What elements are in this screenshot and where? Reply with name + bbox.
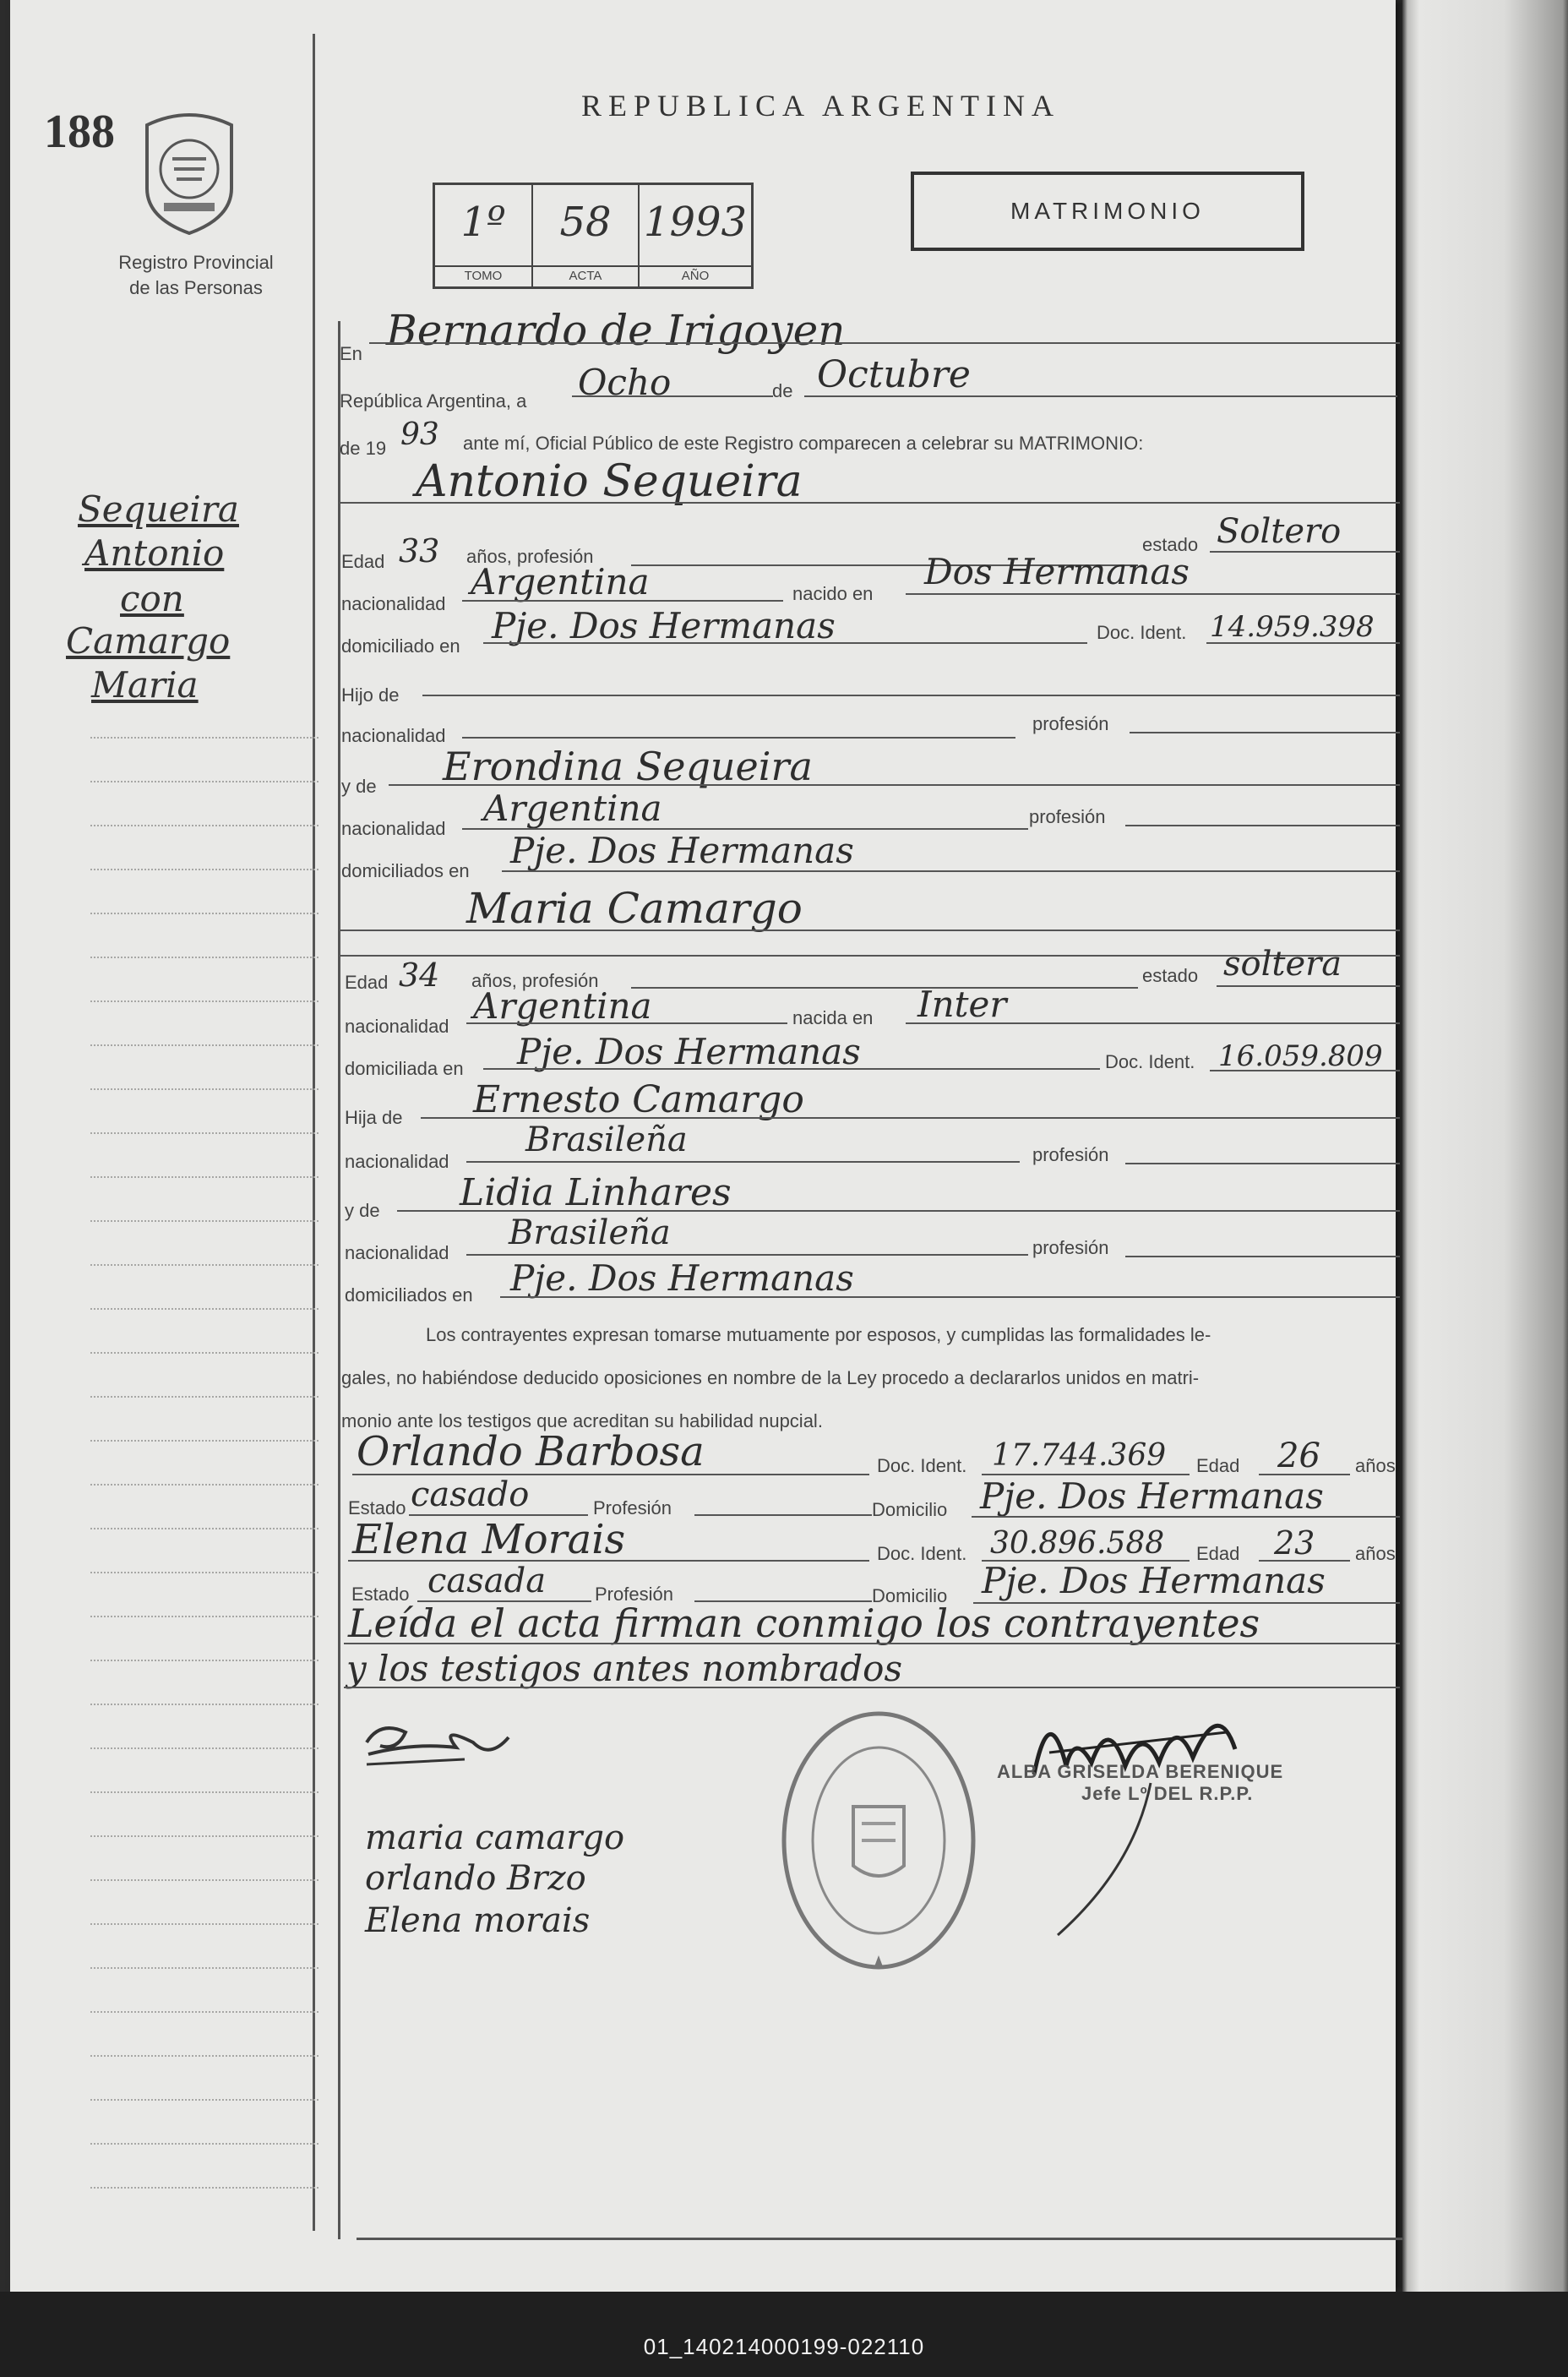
bride-yde-label: y de <box>345 1200 380 1221</box>
bride-name-underline <box>340 930 1400 931</box>
bride-father-prof-underline <box>1125 1163 1400 1164</box>
closing-line-2: y los testigos antes nombrados <box>346 1648 902 1689</box>
bride-father-nac-underline <box>466 1161 1020 1163</box>
witness2-anos-label: años <box>1355 1543 1396 1564</box>
groom-mother-underline <box>389 784 1400 786</box>
declaration-line-2: gales, no habiéndose deducido oposiciones en nombre de la Ley procedo a declararlos unidos en matri- <box>341 1367 1200 1388</box>
groom-doc-underline <box>1206 642 1400 644</box>
provincial-seal-icon <box>139 108 240 235</box>
witness2-doc-label: Doc. Ident. <box>877 1543 967 1564</box>
witness1-estado-label: Estado <box>348 1497 406 1518</box>
groom-mother-prof-label: profesión <box>1029 806 1106 827</box>
groom-nacionalidad: Argentina <box>471 561 650 602</box>
witness1-dom-label: Domicilio <box>872 1499 948 1520</box>
groom-parents-dom-label: domiciliados en <box>341 860 470 881</box>
inner-left-rule <box>338 321 340 2239</box>
groom-mother-prof-underline <box>1125 825 1400 826</box>
register-page <box>10 0 1396 2292</box>
registry-name <box>86 250 306 301</box>
month-underline <box>804 395 1397 397</box>
frame-identifier: 01_140214000199-022110 <box>643 2334 925 2359</box>
witness1-edad-label: Edad <box>1196 1455 1240 1476</box>
groom-estado-underline <box>1210 551 1400 553</box>
witness1-dom-underline <box>972 1516 1400 1518</box>
bride-estado-underline <box>1217 985 1400 987</box>
groom-mother: Erondina Sequeira <box>443 744 813 789</box>
groom-parents-dom-underline <box>502 870 1400 872</box>
bride-mother-nac: Brasileña <box>509 1213 671 1252</box>
day-underline <box>572 395 773 397</box>
official-stamp-icon <box>777 1705 980 1976</box>
witness2-doc: 30.896.588 <box>990 1526 1165 1561</box>
declaration-line-1: Los contrayentes expresan tomarse mutuamente por esposos, y cumplidas las formalidades le- <box>426 1324 1211 1345</box>
acta-label: ACTA <box>533 265 638 283</box>
day-value: Ocho <box>578 362 672 403</box>
ano-value: 1993 <box>643 199 748 246</box>
margin-name-1: Sequeira <box>78 488 239 530</box>
bride-nacionalidad: Argentina <box>473 985 652 1027</box>
bride-dom-label: domiciliada en <box>345 1058 464 1079</box>
country-heading: REPUBLICA ARGENTINA <box>581 89 1061 123</box>
groom-mother-nac: Argentina <box>483 788 662 829</box>
groom-mother-nac-label: nacionalidad <box>341 818 446 839</box>
groom-father-prof-label: profesión <box>1032 713 1109 734</box>
registry-line-1: Registro Provincial <box>118 252 274 273</box>
bride-dom-underline <box>483 1068 1100 1070</box>
groom-nacido: Dos Hermanas <box>924 551 1190 592</box>
groom-age: 33 <box>399 532 440 570</box>
closing-line-1-underline <box>344 1643 1400 1644</box>
book-binding <box>1402 0 1568 2292</box>
witness1-anos-label: años <box>1355 1455 1396 1476</box>
witness1-doc: 17.744.369 <box>992 1438 1167 1473</box>
groom-dom-underline <box>483 642 1087 644</box>
witness2-edad-label: Edad <box>1196 1543 1240 1564</box>
year-prefix-label: de 19 <box>340 438 387 459</box>
acta-cell <box>533 185 640 286</box>
groom-yde-label: y de <box>341 776 377 797</box>
groom-father-nac-underline <box>462 737 1015 739</box>
witness2-estado: casada <box>427 1562 547 1600</box>
bride-father-nac-label: nacionalidad <box>345 1151 449 1172</box>
bride-mother-prof-underline <box>1125 1256 1400 1257</box>
witness1-prof-underline <box>694 1514 872 1516</box>
tomo-cell <box>435 185 533 286</box>
witness1-estado: casado <box>411 1475 530 1514</box>
bride-name: Maria Camargo <box>466 884 803 933</box>
bride-nacida-underline <box>906 1022 1400 1024</box>
witness2-age: 23 <box>1274 1524 1315 1562</box>
bride-father-nac: Brasileña <box>525 1120 688 1159</box>
closing-line-1: Leída el acta firman conmigo los contrayentes <box>348 1600 1260 1646</box>
bride-mother-nac-underline <box>466 1254 1028 1256</box>
bride-father-prof-label: profesión <box>1032 1144 1109 1165</box>
witness1-doc-label: Doc. Ident. <box>877 1455 967 1476</box>
de-label: de <box>772 380 793 401</box>
declaration-text <box>341 1313 1396 1442</box>
bride-profession-underline <box>631 987 1138 989</box>
signature-bride: maria camargo <box>365 1818 625 1857</box>
bride-doc: 16.059.809 <box>1218 1039 1383 1073</box>
groom-father-nac-label: nacionalidad <box>341 725 446 746</box>
officer-title: Jefe Lº DEL R.P.P. <box>1081 1783 1254 1804</box>
ano-label: AÑO <box>640 265 751 283</box>
witness1-prof-label: Profesión <box>593 1497 672 1518</box>
groom-dom-label: domiciliado en <box>341 635 460 657</box>
margin-name-5: Maria <box>91 664 199 706</box>
signature-witness-2: Elena morais <box>365 1901 591 1940</box>
groom-hijo-label: Hijo de <box>341 684 400 706</box>
bride-mother-nac-label: nacionalidad <box>345 1242 449 1263</box>
witness2-name-underline <box>348 1560 869 1562</box>
margin-name-2: Antonio <box>84 532 225 574</box>
witness2-estado-label: Estado <box>351 1584 410 1605</box>
witness2-dom-label: Domicilio <box>872 1585 948 1606</box>
bride-nac-underline <box>466 1022 787 1024</box>
bride-nac-label: nacionalidad <box>345 1016 449 1037</box>
intro-text: ante mí, Oficial Público de este Registro comparecen a celebrar su MATRIMONIO: <box>463 433 1144 454</box>
bride-nacida: Inter <box>917 984 1007 1025</box>
bride-father-underline <box>421 1117 1400 1119</box>
groom-estado: Soltero <box>1217 512 1342 551</box>
officer-name <box>997 1761 1283 1805</box>
groom-domicilio: Pje. Dos Hermanas <box>492 605 836 646</box>
bride-age: 34 <box>399 957 440 994</box>
bride-domicilio: Pje. Dos Hermanas <box>517 1031 861 1072</box>
groom-father-prof-underline <box>1130 732 1400 733</box>
bride-nacida-label: nacida en <box>792 1007 874 1028</box>
tomo-label: TOMO <box>435 265 531 283</box>
bride-mother-prof-label: profesión <box>1032 1237 1109 1258</box>
bride-estado: soltera <box>1223 945 1342 984</box>
folio-number: 188 <box>44 106 115 158</box>
acta-value: 58 <box>559 199 612 246</box>
groom-name: Antonio Sequeira <box>416 456 803 507</box>
bride-edad-label: Edad <box>345 972 389 993</box>
bride-mother: Lidia Linhares <box>460 1171 732 1214</box>
margin-name-4: Camargo <box>66 620 231 662</box>
ano-cell <box>640 185 751 286</box>
place-underline <box>369 342 1400 344</box>
groom-doc-label: Doc. Ident. <box>1097 622 1187 643</box>
registry-line-2: de las Personas <box>129 277 263 298</box>
groom-nacido-label: nacido en <box>792 583 874 604</box>
declaration-line-3: monio ante los testigos que acreditan su habilidad nupcial. <box>341 1410 823 1431</box>
witness1-age: 26 <box>1277 1437 1320 1475</box>
witness2-name: Elena Morais <box>352 1516 626 1563</box>
tomo-value: 1º <box>460 199 506 246</box>
place-value: Bernardo de Irigoyen <box>386 306 846 355</box>
bride-mother-underline <box>397 1210 1400 1212</box>
republica-label: República Argentina, a <box>340 390 527 412</box>
bride-parents-dom-underline <box>500 1296 1400 1298</box>
officer-name-line: ALBA GRISELDA BERENIQUE <box>997 1761 1284 1782</box>
groom-hijo-underline <box>422 695 1400 696</box>
year-suffix-value: 93 <box>400 417 439 452</box>
bride-estado-label: estado <box>1142 965 1199 986</box>
signature-officer <box>1024 1682 1311 1952</box>
groom-nac-label: nacionalidad <box>341 593 446 614</box>
bride-doc-underline <box>1210 1070 1400 1071</box>
signature-witness-1: orlando Brzo <box>365 1859 586 1898</box>
groom-anos-profesion-label: años, profesión <box>466 546 594 567</box>
bride-parents-dom-label: domiciliados en <box>345 1284 473 1306</box>
witness1-domicilio: Pje. Dos Hermanas <box>980 1475 1324 1517</box>
witness2-prof-label: Profesión <box>595 1584 673 1605</box>
groom-estado-label: estado <box>1142 534 1199 555</box>
groom-doc: 14.959.398 <box>1210 610 1375 644</box>
groom-edad-label: Edad <box>341 551 385 572</box>
record-type-box: MATRIMONIO <box>911 172 1304 251</box>
witness2-domicilio: Pje. Dos Hermanas <box>982 1560 1326 1601</box>
en-label: En <box>340 343 362 364</box>
bride-parents-dom: Pje. Dos Hermanas <box>510 1257 854 1299</box>
bride-doc-label: Doc. Ident. <box>1105 1051 1195 1072</box>
signature-groom <box>363 1717 515 1776</box>
groom-name-underline <box>340 502 1400 504</box>
reference-table <box>433 183 754 289</box>
witness1-name: Orlando Barbosa <box>357 1428 705 1475</box>
groom-parents-dom: Pje. Dos Hermanas <box>510 830 854 871</box>
bride-hija-label: Hija de <box>345 1107 403 1128</box>
groom-nac-underline <box>462 600 783 602</box>
bride-father: Ernesto Camargo <box>473 1078 804 1121</box>
margin-name-3: con <box>120 578 184 619</box>
bottom-rule <box>357 2238 1404 2240</box>
bride-anos-profesion-label: años, profesión <box>471 970 599 991</box>
groom-nacido-underline <box>906 593 1400 595</box>
month-value: Octubre <box>817 353 971 396</box>
